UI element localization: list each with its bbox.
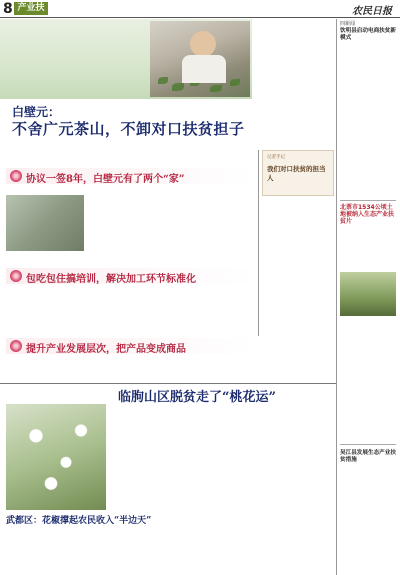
article-photo bbox=[6, 195, 84, 251]
top-divider bbox=[0, 17, 400, 18]
bottom-photo bbox=[6, 404, 106, 510]
right-story-1-title: 饮明县启动电商扶贫新模式 bbox=[340, 28, 396, 41]
bottom-subheadline: 武都区：花椒撑起农民收入“半边天” bbox=[6, 516, 152, 526]
right-story-photo bbox=[340, 272, 396, 316]
section-heading-1: 协议一签8年，白壁元有了两个“家” bbox=[6, 168, 252, 184]
section-heading-2: 包吃包住搞培训，解决加工环节标准化 bbox=[6, 268, 252, 284]
sidebar-headline: 我们对口扶贫的担当人 bbox=[267, 165, 326, 182]
right-separator bbox=[340, 444, 396, 445]
right-column-divider bbox=[336, 19, 337, 575]
feature-headline-prefix: 白壁元： bbox=[12, 105, 61, 119]
page-number: 8 bbox=[3, 1, 13, 17]
section-badge: 产业扶 bbox=[14, 2, 48, 15]
flower-icon bbox=[10, 270, 22, 282]
feature-photo bbox=[150, 21, 250, 97]
bottom-headline: 临朐山区脱贫走了“桃花运” bbox=[118, 390, 276, 405]
newspaper-logo: 农民日报 bbox=[352, 6, 392, 17]
feature-headline: 不舍广元茶山，不卸对口扶贫担子 bbox=[12, 120, 245, 138]
right-story-2-title: 北票市1534公顷土地被纳入生态产业扶贫片 bbox=[340, 204, 395, 225]
right-column-tag: 四新闻 bbox=[340, 21, 356, 27]
right-story-3-title: 吴江县发展生态产业扶贫措施 bbox=[340, 450, 396, 463]
flower-icon bbox=[10, 170, 22, 182]
section-heading-3: 提升产业发展层次，把产品变成商品 bbox=[6, 338, 252, 354]
flower-icon bbox=[10, 340, 22, 352]
right-separator bbox=[340, 200, 396, 201]
bottom-divider bbox=[0, 383, 336, 384]
sidebar-label: 记者手记 bbox=[267, 155, 285, 160]
sidebar-divider bbox=[258, 150, 259, 336]
sidebar-header bbox=[262, 150, 334, 196]
